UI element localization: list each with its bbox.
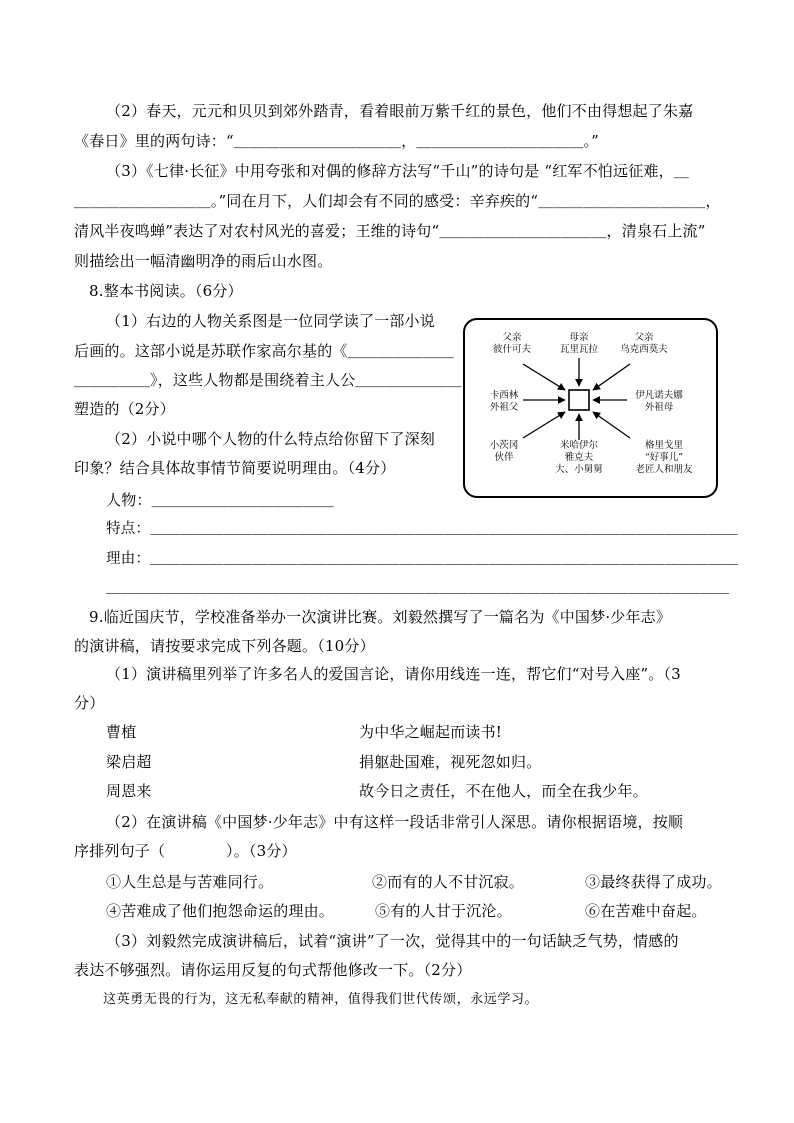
- q8-person-answer-line[interactable]: 人物：＿＿＿＿＿＿＿＿＿＿＿＿: [106, 491, 335, 509]
- node-good-fellow-nickname: “好事儿”: [644, 452, 684, 463]
- sentence-2: ②而有的人不甘沉寂。: [372, 873, 525, 891]
- arrow-from-stepfather: [523, 364, 565, 390]
- node-uncles-name1: 米哈伊尔: [559, 440, 598, 451]
- node-grandfather-role: 外祖父: [489, 402, 519, 413]
- sentence-6: ⑥在苦难中奋起。: [585, 902, 707, 920]
- node-grandmother-role: 外祖母: [644, 402, 674, 413]
- sentence-1: ①人生总是与苦难同行。: [106, 873, 274, 891]
- node-grandfather-name: 卡西林: [489, 390, 519, 401]
- arrow-from-father: [593, 364, 630, 390]
- arrow-from-friend: [523, 412, 565, 438]
- node-good-fellow-name: 格里戈里: [644, 440, 683, 451]
- q7-part3-line2: ＿＿＿＿＿＿＿＿＿。”同在月下，人们却会有不同的感受：辛弃疾的“＿＿＿＿＿＿＿＿＿＿＿，: [74, 192, 721, 210]
- node-grandmother: [627, 390, 691, 414]
- node-uncles-role: 大、小舅舅: [555, 464, 603, 475]
- q8-sub2-line1: （2）小说中哪个人物的什么特点给你留下了深刻: [106, 430, 435, 448]
- node-mother: [554, 332, 604, 356]
- q8-sub1-line2: 后画的。这部小说是苏联作家高尔基的《＿＿＿＿＿＿＿: [74, 342, 455, 360]
- node-friend: [483, 440, 525, 464]
- sentence-5: ⑤有的人甘于沉沦。: [375, 902, 512, 920]
- q7-part3-line1: （3）《七律·长征》中用夸张和对偶的修辞方法写“千山”的诗句是 “红军不怕远征难，＿: [106, 162, 689, 180]
- q9-sub1-line1: （1）演讲稿里列举了许多名人的爱国言论，请你用线连一连，帮它们“对号入座”。（3: [106, 665, 681, 683]
- q8-sub1-line3: ＿＿＿＿＿》，这些人物都是围绕着主人公＿＿＿＿＿＿＿: [74, 371, 462, 389]
- node-good-fellow-role: 老匠人和朋友: [635, 464, 693, 475]
- q9-sub2-line2: 序排列句子（ ）。（3分）: [74, 842, 297, 860]
- node-grandfather: [483, 390, 525, 414]
- match-name-liang-qichao[interactable]: 梁启超: [106, 753, 152, 771]
- node-mother-role: 母亲: [569, 332, 589, 343]
- q9-heading-line2: 的演讲稿，请按要求完成下列各题。（10分）: [74, 637, 375, 655]
- match-quote-1[interactable]: 为中华之崛起而读书!: [359, 723, 503, 741]
- q8-heading: 8.整本书阅读。（6分）: [89, 282, 243, 300]
- q9-sub1-line2: 分）: [74, 694, 105, 712]
- node-stepfather: [487, 332, 537, 356]
- q9-sub3-line2: 表达不够强烈。请你运用反复的句式帮他修改一下。（2分）: [74, 961, 472, 979]
- node-father-role: 父亲: [634, 332, 654, 343]
- q8-trait-answer-line[interactable]: 特点：＿＿＿＿＿＿＿＿＿＿＿＿＿＿＿＿＿＿＿＿＿＿＿＿＿＿＿＿＿＿＿＿＿＿＿＿＿＿＿＿: [106, 521, 739, 537]
- example-sentence: 这英勇无畏的行为，这无私奉献的精神，值得我们世代传颂，永远学习。: [103, 992, 539, 1007]
- q9-sub2-line1: （2）在演讲稿《中国梦·少年志》中有这样一段话非常引人深思。请你根据语境，按顺: [106, 813, 684, 831]
- match-name-zhou-enlai[interactable]: 周恩来: [106, 782, 152, 800]
- sentence-4: ④苦难成了他们抱怨命运的理由。: [106, 902, 335, 920]
- q9-sub3-line1: （3）刘毅然完成演讲稿后，试着“演讲”了一次，觉得其中的一句话缺乏气势，情感的: [106, 932, 679, 950]
- node-uncles-name2: 雅克夫: [564, 452, 594, 463]
- q7-part3-line3: 清风半夜鸣蝉”表达了对农村风光的喜爱；王维的诗句“＿＿＿＿＿＿＿＿＿＿＿，清泉石上流”: [74, 222, 706, 240]
- match-quote-3[interactable]: 故今日之责任，不在他人，而全在我少年。: [359, 782, 648, 800]
- node-father: [615, 332, 673, 356]
- q7-part3-line4: 则描绘出一幅清幽明净的雨后山水图。: [74, 252, 333, 270]
- match-name-cao-zhi[interactable]: 曹植: [106, 723, 137, 741]
- q8-extra-answer-line[interactable]: ＿＿＿＿＿＿＿＿＿＿＿＿＿＿＿＿＿＿＿＿＿＿＿＿＿＿＿＿＿＿＿＿＿＿＿＿＿＿＿＿＿＿＿: [106, 580, 730, 596]
- node-friend-role: 伙伴: [494, 452, 514, 463]
- character-relationship-diagram: [463, 318, 718, 498]
- node-uncles: [549, 440, 609, 476]
- q9-heading-line1: 9.临近国庆节，学校准备举办一次演讲比赛。刘毅然撰写了一篇名为《中国梦·少年志》: [89, 608, 672, 626]
- q8-sub2-line2: 印象？结合具体故事情节简要说明理由。（4分）: [74, 459, 396, 477]
- node-mother-name: 瓦里瓦拉: [559, 344, 598, 355]
- arrow-from-good-fellow: [593, 412, 630, 438]
- node-friend-name: 小茨冈: [489, 440, 519, 451]
- node-good-fellow: [629, 440, 699, 476]
- sentence-3: ③最终获得了成功。: [585, 873, 722, 891]
- q8-sub1-line4: 塑造的（2分）: [74, 400, 175, 418]
- match-quote-2[interactable]: 捐躯赴国难，视死忽如归。: [359, 753, 542, 771]
- q7-part2-line2: 《春日》里的两句诗：“＿＿＿＿＿＿＿＿＿＿＿，＿＿＿＿＿＿＿＿＿＿＿。”: [74, 132, 600, 150]
- node-father-name: 乌克西莫夫: [620, 344, 668, 355]
- q8-sub1-line1: （1）右边的人物关系图是一位同学读了一部小说: [106, 312, 435, 330]
- q8-reason-answer-line[interactable]: 理由：＿＿＿＿＿＿＿＿＿＿＿＿＿＿＿＿＿＿＿＿＿＿＿＿＿＿＿＿＿＿＿＿＿＿＿＿＿＿＿＿: [106, 551, 739, 567]
- node-stepfather-name: 彼什可夫: [492, 344, 531, 355]
- q7-part2-line1: （2）春天，元元和贝贝到郊外踏青，看着眼前万紫千红的景色，他们不由得想起了朱嘉: [106, 102, 694, 120]
- node-stepfather-role: 父亲: [502, 332, 522, 343]
- node-grandmother-name: 伊凡诺夫娜: [635, 390, 683, 401]
- protagonist-box: [569, 390, 589, 410]
